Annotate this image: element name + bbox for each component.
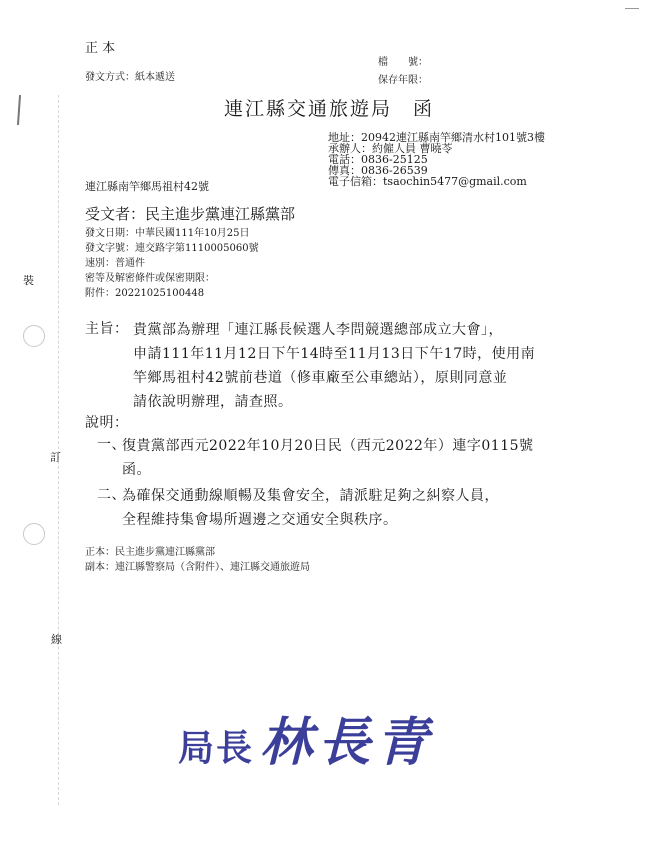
recipient: 受文者：民主進步黨連江縣黨部 (85, 205, 296, 223)
retention-label: 保存年限： (378, 75, 428, 86)
file-number-label: 檔 號： (378, 57, 428, 68)
sender-email: 電子信箱：tsaochin5477@gmail.com (328, 175, 527, 188)
official-signature (178, 700, 434, 775)
explanation-line: 為確保交通動線順暢及集會安全，請派駐足夠之糾察人員， (122, 488, 499, 504)
copy-type: 正 本 (85, 41, 116, 56)
subject-body (133, 318, 535, 414)
explanation-item-number: 一、 (97, 437, 126, 453)
sender-phone: 電話：0836-25125 (328, 153, 428, 166)
sender-contact: 承辦人：約僱人員 曹曉苓 (328, 142, 453, 155)
binding-mark-ding: 訂 (50, 451, 61, 464)
attachment: 附件：20221025100448 (85, 288, 205, 299)
distribution-copy: 副本：連江縣警察局（含附件）、連江縣交通旅遊局 (85, 562, 310, 573)
binding-mark-xian: 線 (51, 633, 62, 646)
sender-fax: 傳真：0836-26539 (328, 164, 428, 177)
distribution (85, 545, 310, 575)
document-meta (85, 226, 259, 301)
sender-address: 地址：20942連江縣南竿鄉清水村101號3樓 (328, 131, 545, 144)
sender-info (328, 132, 545, 187)
punch-hole (23, 523, 45, 545)
explanation-item-2 (122, 484, 499, 532)
subject-line: 申請111年11月12日下午14時至11月13日下午17時，使用南 (133, 346, 536, 362)
issue-date: 發文日期：中華民國111年10月25日 (85, 228, 250, 239)
speed-class: 速別：普通件 (85, 258, 145, 269)
scan-edge-mark (17, 95, 21, 125)
punch-hole (23, 325, 45, 347)
signature-title: 局長 (178, 727, 255, 769)
binding-mark-zhuang: 裝 (23, 274, 34, 287)
subject-line: 貴黨部為辦理「連江縣長候選人李問競選總部成立大會」， (133, 322, 503, 338)
subject-line: 請依說明辦理，請查照。 (133, 394, 293, 410)
document-number: 發文字號：連交路字第1110005060號 (85, 243, 259, 254)
explanation-line: 復貴黨部西元2022年10月20日民（西元2022年）連字0115號 (122, 438, 534, 454)
explanation-item-1 (122, 434, 534, 482)
delivery-method: 發文方式：紙本遞送 (85, 72, 175, 83)
explanation-item-number: 二、 (97, 487, 126, 503)
distribution-original: 正本：民主進步黨連江縣黨部 (85, 547, 215, 558)
signature-name: 林長青 (260, 712, 435, 773)
subject-line: 竿鄉馬祖村42號前巷道（修車廠至公車總站），原則同意並 (133, 370, 508, 386)
subject-label: 主旨： (85, 321, 129, 337)
scan-edge-mark (625, 8, 639, 9)
secrecy-level: 密等及解密條件或保密期限： (85, 273, 215, 284)
document-title: 連江縣交通旅遊局 函 (224, 98, 435, 120)
explanation-line: 函。 (122, 462, 151, 478)
recipient-address: 連江縣南竿鄉馬祖村42號 (85, 180, 209, 193)
explanation-line: 全程維持集會場所週邊之交通安全與秩序。 (122, 512, 398, 528)
explanation-label: 說明： (85, 415, 129, 431)
